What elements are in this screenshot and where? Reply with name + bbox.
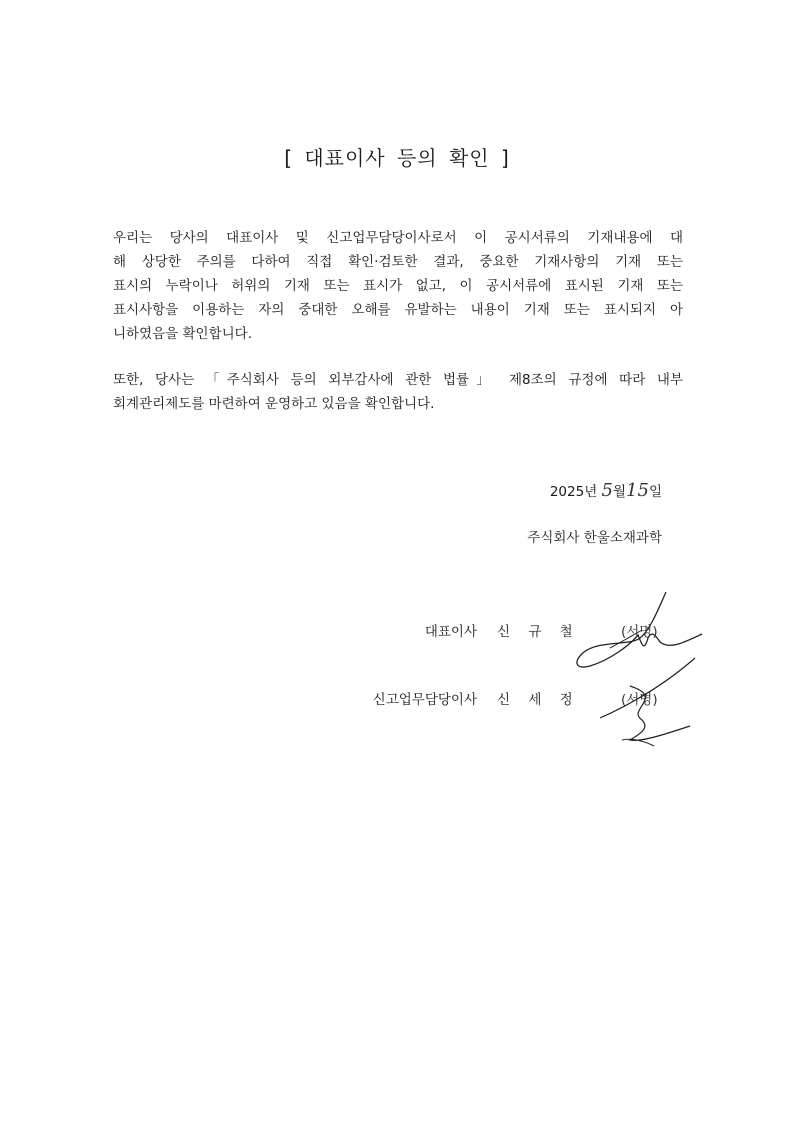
- signatory-role: 신고업무담당이사: [372, 692, 477, 708]
- paragraph-line: 니하였음을 확인합니다.: [113, 326, 252, 342]
- signatory-role: 대표이사: [424, 624, 477, 640]
- internal-control-paragraph: [113, 368, 683, 416]
- confirmation-paragraph: [113, 226, 683, 346]
- sign-mark: (서명): [621, 692, 658, 708]
- company-name: 주식회사 한울소재과학: [527, 530, 662, 546]
- date-month-handwritten: 5: [601, 480, 613, 501]
- sign-mark: (서명): [621, 624, 658, 640]
- signatory-name: 신 세 정: [497, 692, 580, 708]
- paragraph-line: 표시의 누락이나 허위의 기재 또는 표시가 없고, 이 공시서류에 표시된 기재 또는: [113, 278, 683, 294]
- paragraph-line: 우리는 당사의 대표이사 및 신고업무담당이사로서 이 공시서류의 기재내용에 대: [113, 230, 683, 246]
- date-year: 2025년: [549, 484, 598, 500]
- date-day-handwritten: 15: [626, 480, 649, 501]
- paragraph-line: 해 상당한 주의를 다하여 직접 확인·검토한 결과, 중요한 기재사항의 기재 또는: [113, 254, 683, 270]
- document-date: [550, 480, 662, 501]
- handwritten-signature-icon: [570, 590, 710, 760]
- date-month-unit: 월: [613, 484, 627, 500]
- paragraph-line: 또한, 당사는 「주식회사 등의 외부감사에 관한 법률」 제8조의 규정에 따라 내부: [113, 372, 683, 388]
- date-day-unit: 일: [648, 484, 662, 500]
- paragraph-line: 회계관리제도를 마련하여 운영하고 있음을 확인합니다.: [113, 396, 435, 412]
- signatory-name: 신 규 철: [497, 624, 580, 640]
- document-title: [ 대표이사 등의 확인 ]: [284, 146, 510, 170]
- paragraph-line: 표시사항을 이용하는 자의 중대한 오해를 유발하는 내용이 기재 또는 표시되지 아: [113, 302, 683, 318]
